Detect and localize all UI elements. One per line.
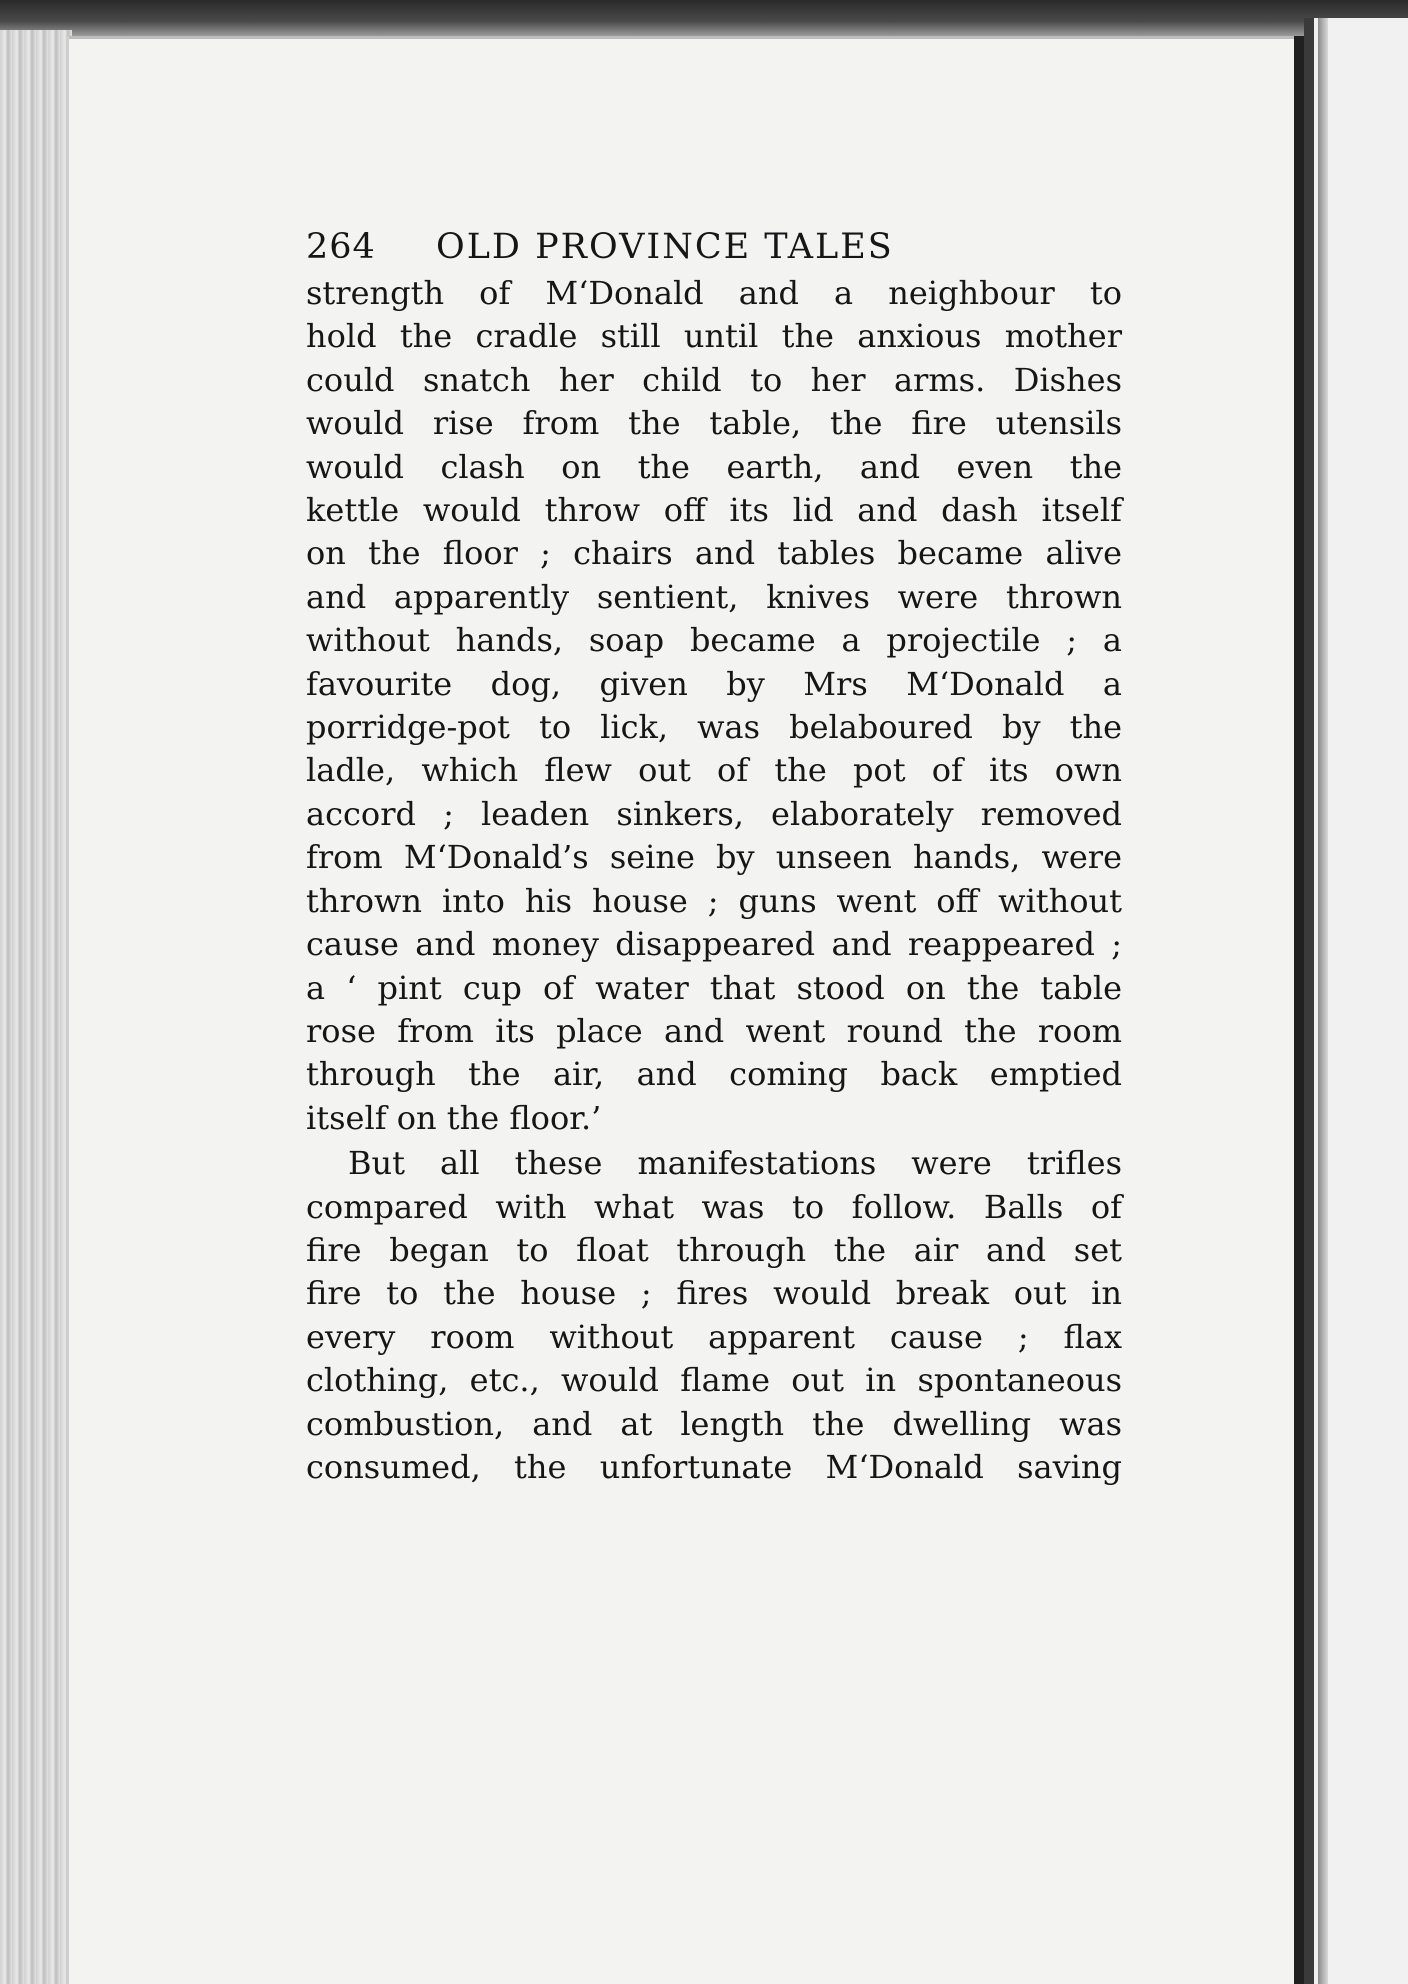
text-line: strength of M‘Donald and a neighbour to xyxy=(306,274,1122,312)
text-line: fire to the house ; fires would break out in xyxy=(306,1274,1122,1313)
paragraph-1 xyxy=(306,272,1122,1140)
top-edge-shadow xyxy=(0,0,1408,36)
text-line: clothing, etc., would flame out in spontaneous xyxy=(306,1361,1122,1400)
text-line: But all these manifestations were trifles xyxy=(348,1144,1122,1183)
running-title: OLD PROVINCE TALES xyxy=(436,227,894,267)
paragraph-2 xyxy=(306,1142,1122,1489)
text-line: hold the cradle still until the anxious mother xyxy=(306,317,1122,356)
text-line: porridge-pot to lick, was belaboured by the xyxy=(306,708,1122,747)
text-line: itself on the floor.’ xyxy=(306,1098,602,1137)
text-line: every room without apparent cause ; flax xyxy=(306,1317,1122,1356)
page-number: 264 xyxy=(306,227,376,267)
text-line: ladle, which flew out of the pot of its own xyxy=(306,751,1122,790)
text-line: fire began to float through the air and set xyxy=(306,1230,1122,1269)
text-line: cause and money disappeared and reappeared ; xyxy=(306,925,1122,964)
text-line: without hands, soap became a projectile ; a xyxy=(306,621,1122,660)
left-page-edges xyxy=(0,30,72,1984)
text-line: would rise from the table, the fire utensils xyxy=(306,404,1122,443)
text-line: a ‘ pint cup of water that stood on the table xyxy=(306,968,1122,1007)
text-line: could snatch her child to her arms. Dishes xyxy=(306,360,1122,399)
text-line: accord ; leaden sinkers, elaborately removed xyxy=(306,794,1122,833)
text-line: through the air, and coming back emptied xyxy=(306,1055,1122,1094)
text-line: favourite dog, given by Mrs M‘Donald a xyxy=(306,664,1122,703)
text-line: would clash on the earth, and even the xyxy=(306,447,1122,486)
text-line: rose from its place and went round the room xyxy=(306,1011,1122,1050)
page-header xyxy=(306,222,1122,272)
text-line: combustion, and at length the dwelling was xyxy=(306,1404,1122,1443)
text-line: from M‘Donald’s seine by unseen hands, were xyxy=(306,838,1122,877)
adjacent-page-edge xyxy=(1304,18,1408,1984)
text-line: on the floor ; chairs and tables became alive xyxy=(306,534,1122,573)
text-line: kettle would throw off its lid and dash itself xyxy=(306,491,1122,530)
text-line: and apparently sentient, knives were thrown xyxy=(306,577,1122,616)
page-text xyxy=(306,222,1122,1489)
text-line: thrown into his house ; guns went off without xyxy=(306,881,1122,920)
text-line: consumed, the unfortunate M‘Donald saving xyxy=(306,1447,1122,1486)
text-line: compared with what was to follow. Balls of xyxy=(306,1187,1122,1226)
